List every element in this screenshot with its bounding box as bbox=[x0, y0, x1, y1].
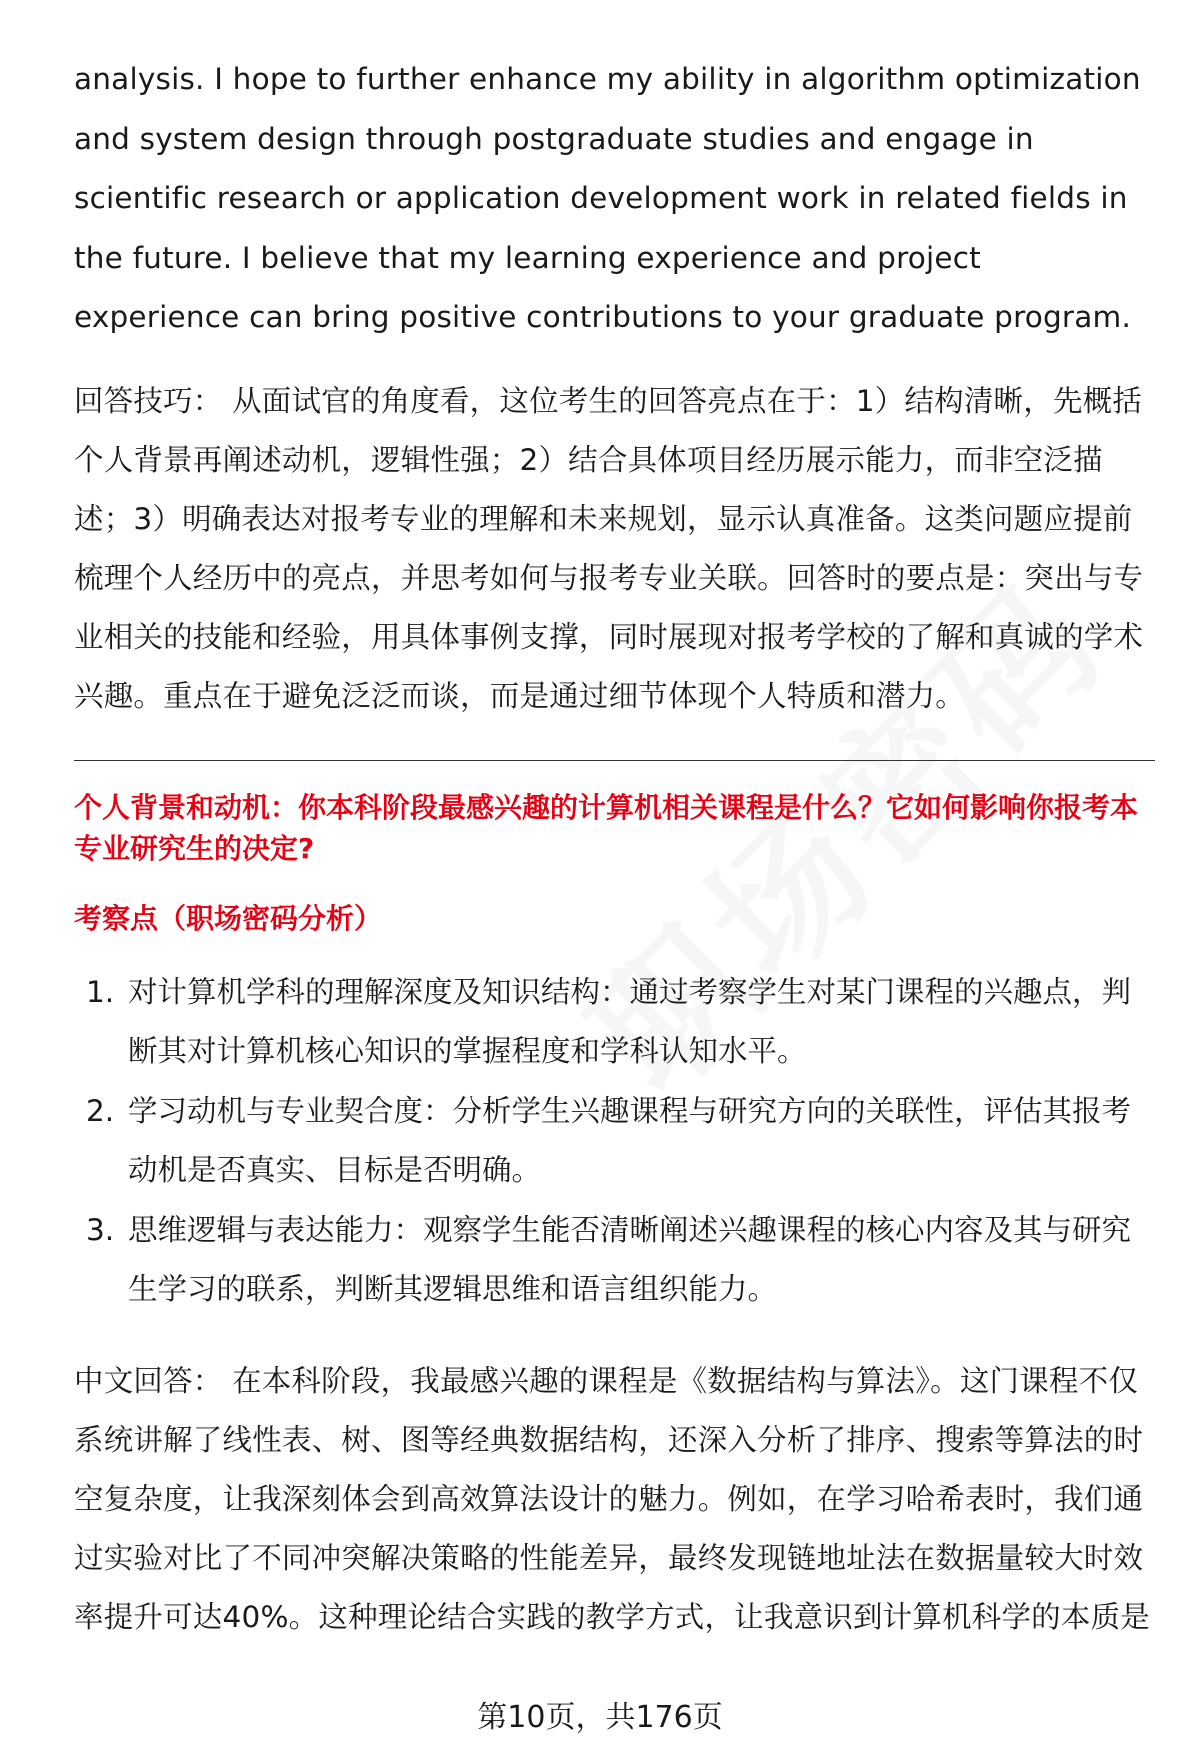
list-item-number: 1. bbox=[86, 974, 115, 1009]
page-number-footer: 第10页，共176页 bbox=[477, 1700, 723, 1735]
document-page bbox=[74, 50, 1154, 1647]
list-item-number: 2. bbox=[86, 1093, 115, 1128]
list-item-text: 对计算机学科的理解深度及知识结构：通过考察学生对某门课程的兴趣点，判断其对计算机核心知识的掌握程度和学科认知水平。 bbox=[128, 974, 1132, 1068]
answer-tips-paragraph: 回答技巧： 从面试官的角度看，这位考生的回答亮点在于：1）结构清晰，先概括个人背景再阐述动机，逻辑性强；2）结合具体项目经历展示能力，而非空泛描述；3）明确表达对报考专业的理解和未来规划，显示认真准备。这类问题应提前梳理个人经历中的亮点，并思考如何与报考专业关联。回答时的要点是：突出与专业相关的技能和经验，用具体事例支撑，同时展现对报考学校的了解和真诚的学术兴趣。重点在于避免泛泛而谈，而是通过细节体现个人特质和潜力。 bbox=[74, 383, 1144, 713]
focus-points-list bbox=[74, 963, 1154, 1320]
list-item-number: 3. bbox=[86, 1212, 115, 1247]
intro-english-paragraph: analysis. I hope to further enhance my ability in algorithm optimization and system design through postgraduate studies and engage in scientific research or application development work in related fields in the future. I believe that my learning experience and project experience can bring positive contributions to your graduate program. bbox=[74, 62, 1141, 334]
list-item bbox=[74, 963, 1154, 1082]
focus-heading: 考察点（职场密码分析） bbox=[74, 901, 383, 935]
list-item bbox=[74, 1201, 1154, 1320]
list-item bbox=[74, 1082, 1154, 1201]
list-item-text: 思维逻辑与表达能力：观察学生能否清晰阐述兴趣课程的核心内容及其与研究生学习的联系，判断其逻辑思维和语言组织能力。 bbox=[128, 1212, 1132, 1306]
list-item-text: 学习动机与专业契合度：分析学生兴趣课程与研究方向的关联性，评估其报考动机是否真实、目标是否明确。 bbox=[128, 1093, 1132, 1187]
question-title: 个人背景和动机：你本科阶段最感兴趣的计算机相关课程是什么？它如何影响你报考本专业研究生的决定? bbox=[74, 790, 1139, 865]
chinese-answer-paragraph: 中文回答： 在本科阶段，我最感兴趣的课程是《数据结构与算法》。这门课程不仅系统讲解了线性表、树、图等经典数据结构，还深入分析了排序、搜索等算法的时空复杂度，让我深刻体会到高效算法设计的魅力。例如，在学习哈希表时，我们通过实验对比了不同冲突解决策略的性能差异，最终发现链地址法在数据量较大时效率提升可达40%。这种理论结合实践的教学方式，让我意识到计算机科学的本质是 bbox=[74, 1363, 1150, 1634]
